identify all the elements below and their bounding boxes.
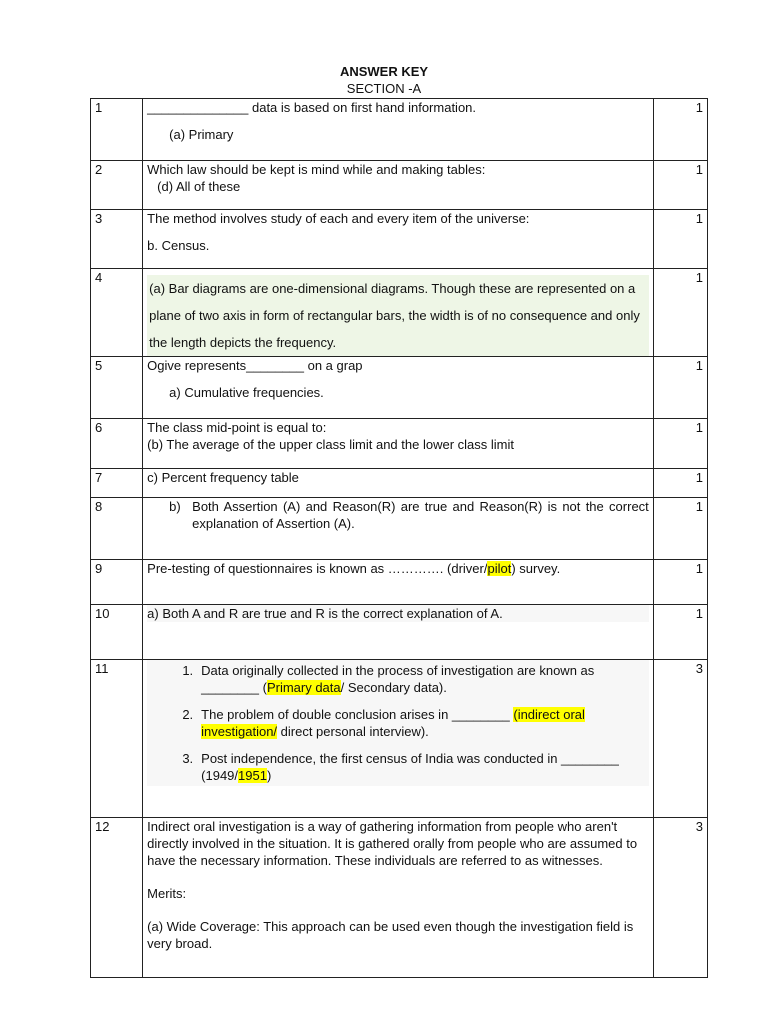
table-row (91, 469, 708, 498)
table-row (91, 498, 708, 560)
answer-text: (a) Primary (169, 127, 234, 142)
question-cell (143, 210, 654, 269)
marks: 1 (653, 498, 707, 560)
marks: 1 (653, 560, 707, 605)
question-number: 7 (91, 469, 143, 498)
question-number: 3 (91, 210, 143, 269)
marks: 1 (653, 605, 707, 660)
question-cell (143, 469, 654, 498)
question-cell (143, 99, 654, 161)
question-cell (143, 818, 654, 978)
question-cell (143, 419, 654, 469)
question-text: Ogive represents________ on a grap (147, 358, 363, 373)
table-row (91, 210, 708, 269)
question-cell (143, 660, 654, 818)
table-row (91, 357, 708, 419)
question-cell (143, 357, 654, 419)
answer-paragraph: Indirect oral investigation is a way of gathering information from people who aren't directly involved in the situation. It is gathered orally from people who are assumed to have the necessary information. These individuals are referred to as witnesses. (147, 819, 638, 868)
page-title: ANSWER KEY (339, 64, 429, 79)
marks: 1 (653, 269, 707, 357)
highlighted-answer: Primary data (266, 680, 341, 695)
answer-text: Both Assertion (A) and Reason(R) are true and Reason(R) is not the correct explanation of Assertion (A). (192, 499, 649, 531)
question-number: 10 (91, 605, 143, 660)
table-row (91, 605, 708, 660)
question-text: The class mid-point is equal to: (147, 420, 327, 435)
merits-heading: Merits: (147, 886, 187, 901)
answer-text: (a) Bar diagrams are one-dimensional diagrams. Though these are represented on a plane of two axis in form of rectangular bars, the width is of no consequence and only the length depicts the frequency. (147, 275, 649, 356)
question-cell (143, 605, 654, 660)
marks: 1 (653, 469, 707, 498)
list-item: 2. The problem of double conclusion arises in ________ (indirect oral investigation/ direct personal interview). (182, 707, 585, 739)
marks: 1 (653, 161, 707, 210)
table-row (91, 660, 708, 818)
answer-text: a) Cumulative frequencies. (169, 385, 324, 400)
answer-option-label: b) (169, 499, 181, 514)
highlighted-answer: (indirect oral investigation/ (201, 707, 585, 739)
question-text: The method involves study of each and every item of the universe: (147, 211, 530, 226)
table-row (91, 419, 708, 469)
answer-text: a) Both A and R are true and R is the correct explanation of A. (147, 605, 649, 622)
table-row (91, 269, 708, 357)
question-number: 6 (91, 419, 143, 469)
marks: 1 (653, 419, 707, 469)
question-text: Which law should be kept is mind while and making tables: (147, 162, 486, 177)
answer-text: (d) All of these (157, 179, 241, 194)
marks: 1 (653, 99, 707, 161)
section-heading: SECTION -A (346, 81, 422, 96)
answer-text: b. Census. (147, 238, 210, 253)
question-number: 8 (91, 498, 143, 560)
question-cell (143, 161, 654, 210)
question-number: 4 (91, 269, 143, 357)
question-number: 5 (91, 357, 143, 419)
question-number: 2 (91, 161, 143, 210)
table-row (91, 99, 708, 161)
marks: 3 (653, 818, 707, 978)
marks: 1 (653, 357, 707, 419)
answer-text: c) Percent frequency table (147, 470, 299, 485)
highlighted-answer: 1951 (238, 768, 267, 783)
question-cell (143, 269, 654, 357)
answer-key-table (90, 98, 708, 978)
question-number: 12 (91, 818, 143, 978)
marks: 1 (653, 210, 707, 269)
question-cell (143, 498, 654, 560)
question-text: Pre-testing of questionnaires is known as …………. (driver/pilot) survey. (147, 561, 561, 576)
answer-text: (b) The average of the upper class limit and the lower class limit (147, 437, 514, 452)
question-text: ______________ data is based on first hand information. (147, 100, 477, 115)
answer-paragraph: (a) Wide Coverage: This approach can be used even though the investigation field is very broad. (147, 919, 634, 951)
table-row (91, 161, 708, 210)
question-number: 1 (91, 99, 143, 161)
highlighted-answer: pilot (487, 561, 512, 576)
marks: 3 (653, 660, 707, 818)
question-cell (143, 560, 654, 605)
question-number: 9 (91, 560, 143, 605)
list-item: 3. Post independence, the first census of India was conducted in ________ (1949/1951) (182, 751, 619, 783)
list-item: 1. Data originally collected in the process of investigation are known as ________ (Primary data/ Secondary data). (182, 663, 595, 695)
question-number: 11 (91, 660, 143, 818)
table-row (91, 560, 708, 605)
table-row (91, 818, 708, 978)
